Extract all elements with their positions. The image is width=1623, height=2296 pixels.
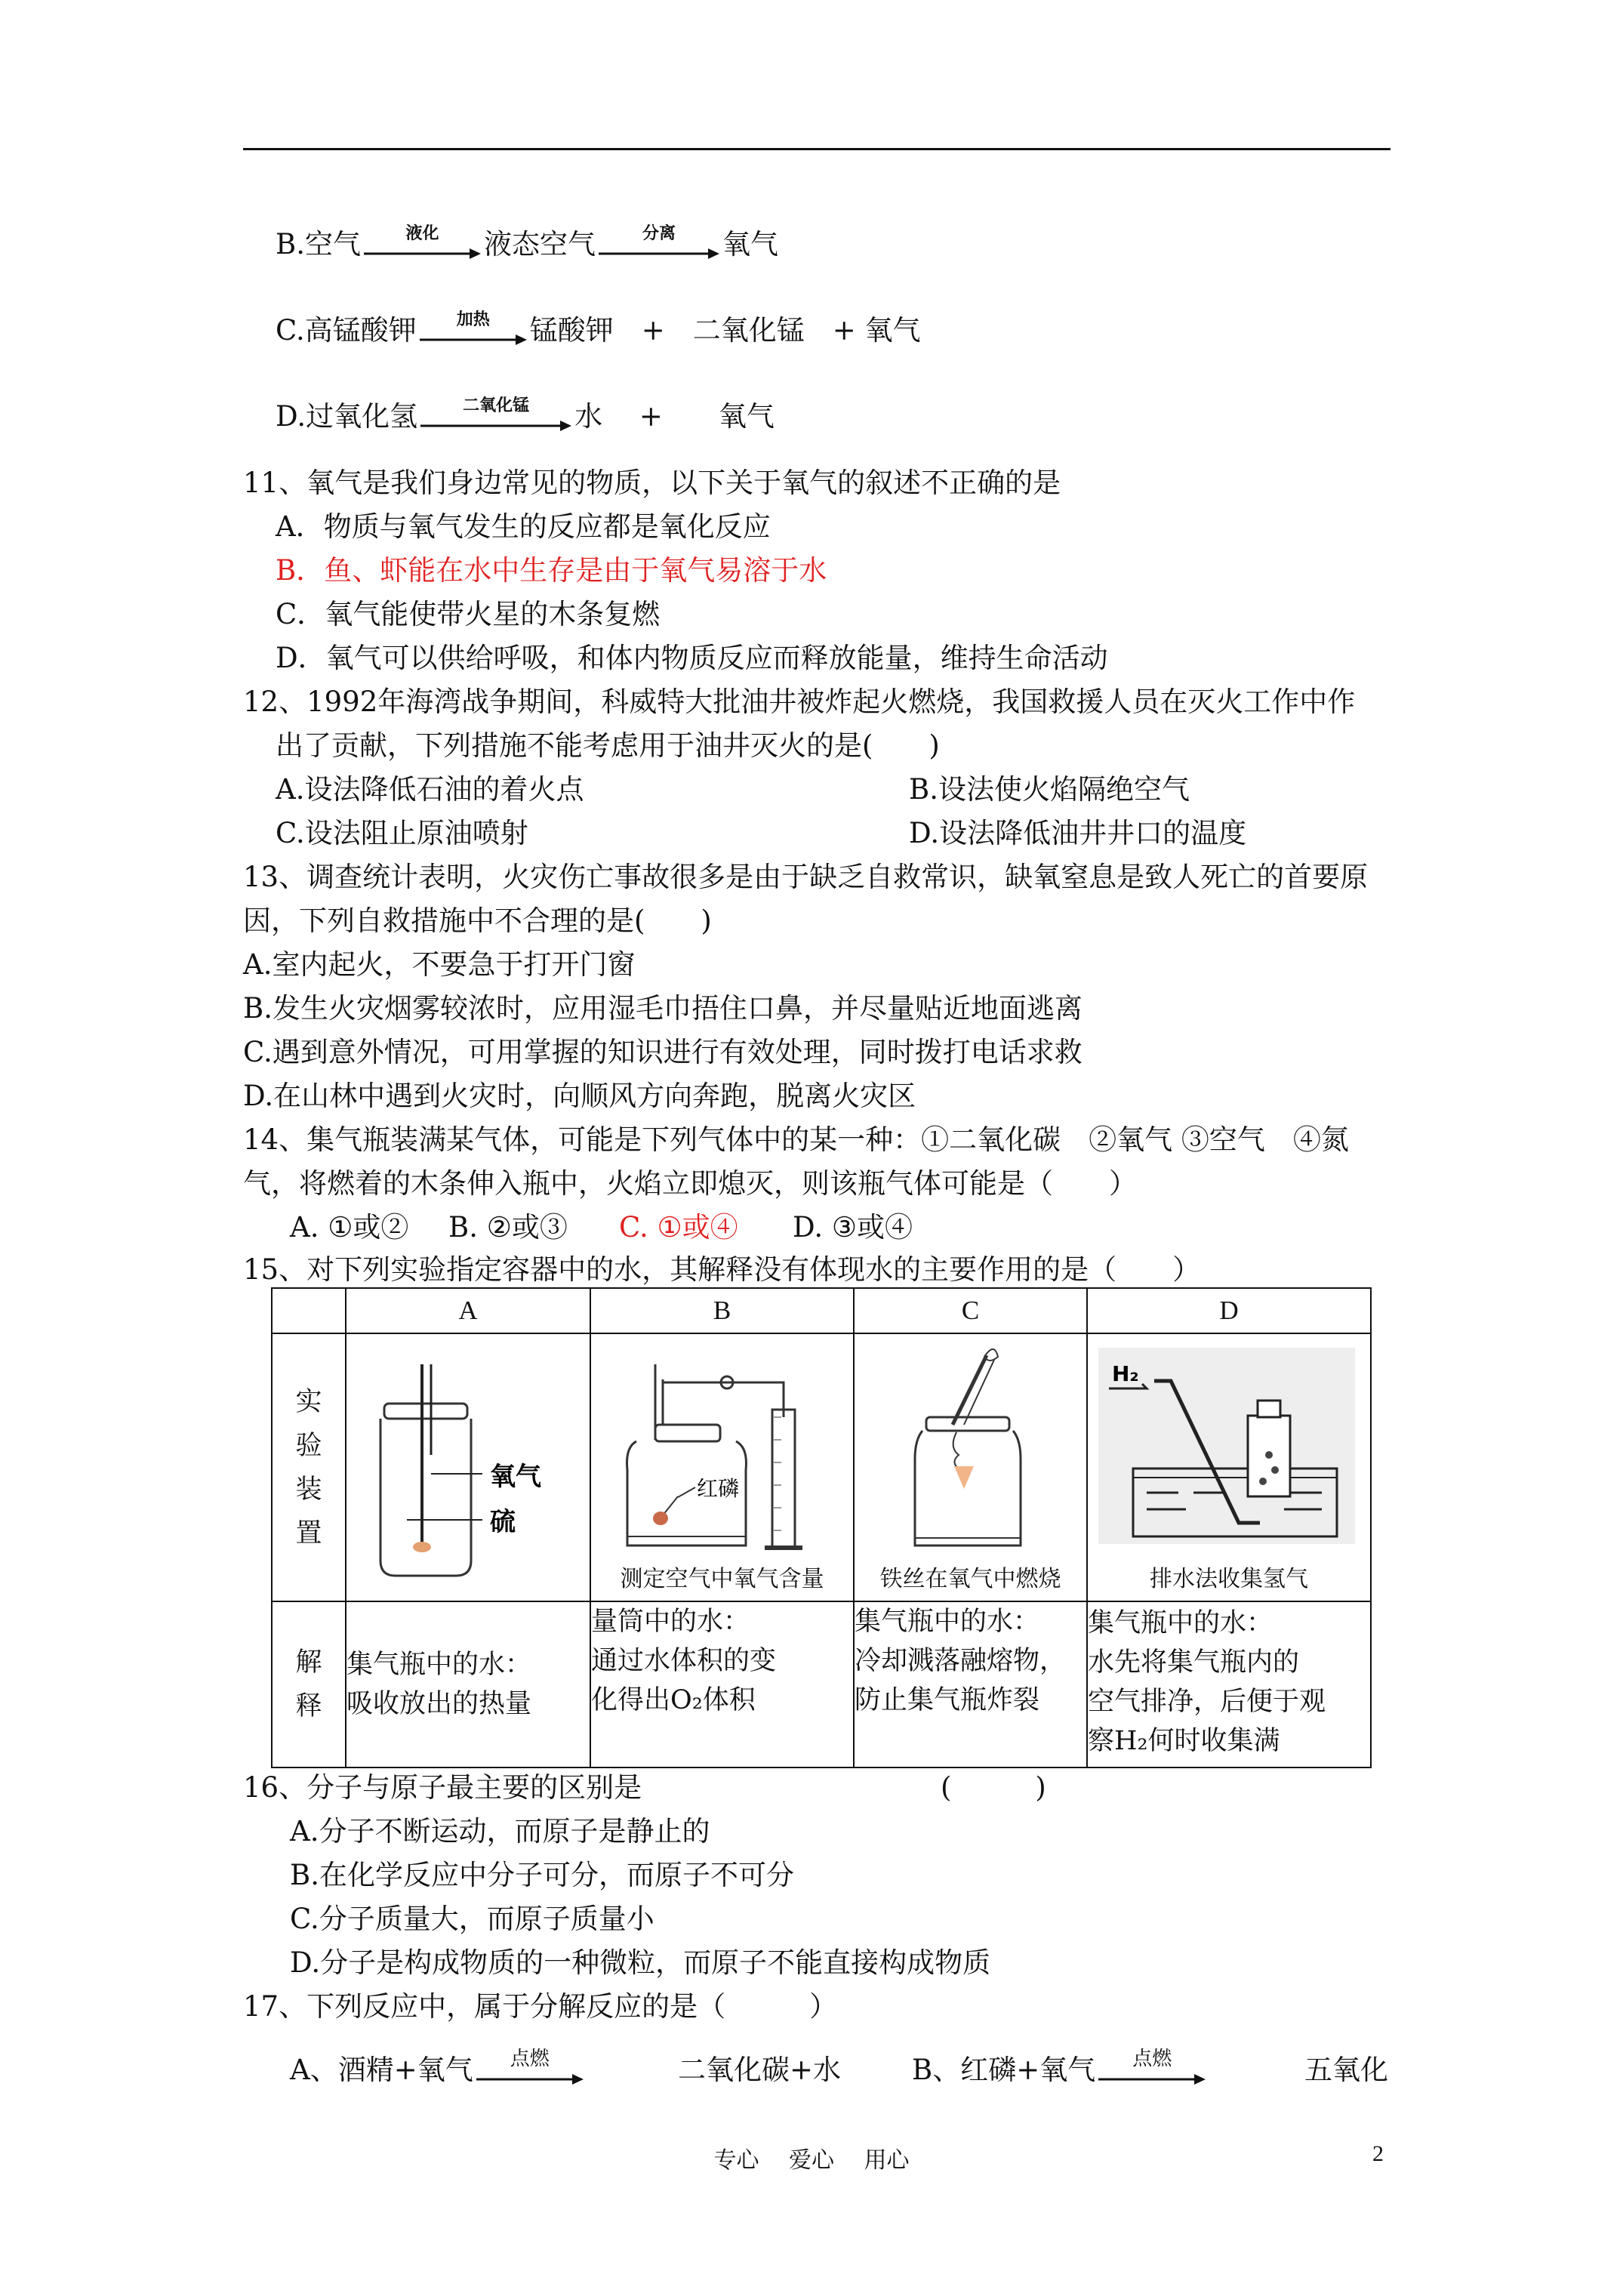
q12-option-a: A.设法降低石油的着火点: [276, 773, 584, 806]
arrow-condition: 二氧化锰: [463, 395, 530, 415]
q17-option-b: [912, 2047, 1209, 2089]
q14-option-c: C. ①或④: [619, 1211, 738, 1244]
row-label-apparatus: [272, 1333, 346, 1601]
q16-option-a: A.分子不断运动，而原子是静止的: [290, 1815, 710, 1848]
q17-b-reactants: B、红磷+氧气: [912, 2054, 1096, 2086]
header-rule: [243, 148, 1390, 150]
explanation-line: 集气瓶中的水：: [1088, 1608, 1273, 1638]
q13-option-a: A.室内起火，不要急于打开门窗: [243, 948, 636, 981]
hydrogen-water-collection-figure: [1088, 1334, 1370, 1553]
apparatus-c: [854, 1333, 1087, 1601]
q17-a-reactants: A、酒精+氧气: [290, 2054, 473, 2086]
q17-b-products: 五氧化: [1304, 2054, 1388, 2086]
explanation-line: 冷却溅落融熔物，: [855, 1646, 1067, 1676]
q15-table: [271, 1287, 1372, 1768]
explanation-line: 吸收放出的热量: [346, 1689, 532, 1719]
q12-option-c: C.设法阻止原油喷射: [276, 817, 528, 849]
explanation-a: [346, 1601, 590, 1767]
q14-option-a: A. ①或②: [290, 1211, 409, 1244]
q12-option-b: B.设法使火焰隔绝空气: [909, 773, 1190, 806]
row-label-explanation: [272, 1601, 346, 1767]
q13-stem-line1: 13、调查统计表明，火灾伤亡事故很多是由于缺乏自救常识，缺氧窒息是致人死亡的首要原: [243, 861, 1369, 893]
q11-option-b: B．鱼、虾能在水中生存是由于氧气易溶于水: [276, 554, 827, 587]
label-oxygen: 氧气: [490, 1462, 541, 1492]
explanation-b: [590, 1601, 854, 1767]
arrow: [420, 309, 527, 350]
q16-answer-paren: ( ): [941, 1771, 1046, 1804]
reaction-d-rest: 水 + 氧气: [574, 400, 775, 433]
reaction-c-rest: 锰酸钾 + 二氧化锰 + 氧气: [529, 314, 921, 347]
caption-b: 测定空气中氧气含量: [620, 1566, 824, 1592]
explanation-line: 集气瓶中的水：: [855, 1607, 1040, 1637]
q16-stem: 16、分子与原子最主要的区别是: [243, 1771, 642, 1804]
q12-stem-line2: 出了贡献，下列措施不能考虑用于油井灭火的是( ): [276, 729, 940, 762]
explanation-c: [854, 1601, 1087, 1767]
q14-option-b: B. ②或③: [448, 1211, 568, 1244]
q11-option-c: C．氧气能使带火星的木条复燃: [276, 598, 661, 630]
reaction-d: [276, 395, 775, 436]
col-header-b: B: [590, 1288, 854, 1333]
row-label-char: 置: [295, 1518, 322, 1549]
arrow-condition: 加热: [456, 309, 490, 329]
q13-stem-line2: 因，下列自救措施中不合理的是( ): [243, 905, 712, 937]
explanation-line: 集气瓶中的水：: [346, 1650, 532, 1680]
explanation-line: 通过水体积的变: [591, 1646, 777, 1676]
reaction-d-label: D.过氧化氢: [276, 400, 418, 433]
q17-option-a: [290, 2047, 587, 2089]
q17-stem: 17、下列反应中，属于分解反应的是（ ）: [243, 1990, 838, 2023]
q11-stem: 11、氧气是我们身边常见的物质，以下关于氧气的叙述不正确的是: [243, 467, 1061, 499]
explanation-line: 水先将集气瓶内的: [1088, 1647, 1300, 1678]
row-label-char: 解: [295, 1647, 322, 1678]
q11-option-d: D．氧气可以供给呼吸，和体内物质反应而释放能量，维持生命活动: [276, 642, 1108, 674]
q17-a-products: 二氧化碳+水: [678, 2054, 842, 2086]
row-label-char: 验: [295, 1430, 322, 1461]
apparatus-a: [346, 1333, 590, 1601]
col-header-a: A: [346, 1288, 590, 1333]
explanation-line: 空气排净，后便于观: [1088, 1687, 1326, 1717]
q13-option-c: C.遇到意外情况，可用掌握的知识进行有效处理，同时拨打电话求救: [243, 1036, 1083, 1068]
arrow: [364, 223, 481, 264]
label-red-phosphorus: 红磷: [697, 1476, 740, 1501]
arrow: [599, 223, 719, 264]
q16-option-d: D.分子是构成物质的一种微粒，而原子不能直接构成物质: [290, 1946, 991, 1979]
reaction-b-label: B.空气: [276, 228, 361, 260]
arrow-condition: 分离: [642, 223, 676, 243]
arrow-condition: 点燃: [1132, 2047, 1172, 2070]
explanation-line: 量筒中的水：: [591, 1607, 750, 1637]
iron-wire-combustion-figure: [855, 1334, 1086, 1553]
explanation-line: 防止集气瓶炸裂: [855, 1685, 1040, 1715]
row-label-char: 释: [295, 1691, 322, 1721]
table-corner: [272, 1288, 346, 1333]
q14-stem-line1: 14、集气瓶装满某气体，可能是下列气体中的某一种：①二氧化碳 ②氧气 ③空气 ④氮: [243, 1123, 1349, 1156]
q15-stem: 15、对下列实验指定容器中的水，其解释没有体现水的主要作用的是（ ）: [243, 1253, 1201, 1286]
arrow-condition: 点燃: [510, 2047, 550, 2070]
col-header-d: D: [1087, 1288, 1371, 1333]
q13-option-d: D.在山林中遇到火灾时，向顺风方向奔跑，脱离火灾区: [243, 1080, 916, 1112]
arrow: [476, 2047, 584, 2089]
q12-stem-line1: 12、1992年海湾战争期间，科威特大批油井被炸起火燃烧，我国救援人员在灭火工作中作: [243, 686, 1356, 718]
apparatus-b: [590, 1333, 854, 1601]
page-number: 2: [1372, 2141, 1384, 2166]
reaction-c: [276, 309, 921, 350]
footer-motto: 专心 爱心 用心: [713, 2147, 910, 2174]
reaction-b-end: 氧气: [722, 228, 778, 260]
q13-option-b: B.发生火灾烟雾较浓时，应用湿毛巾捂住口鼻，并尽量贴近地面逃离: [243, 992, 1083, 1025]
apparatus-d: [1087, 1333, 1371, 1601]
caption-d: 排水法收集氢气: [1150, 1566, 1308, 1592]
label-h2: H₂: [1112, 1361, 1139, 1386]
explanation-line: 化得出O₂体积: [591, 1685, 756, 1715]
row-label-char: 装: [295, 1474, 322, 1505]
q12-option-d: D.设法降低油井井口的温度: [909, 817, 1247, 849]
reaction-c-label: C.高锰酸钾: [276, 314, 417, 347]
explanation-line: 察H₂何时收集满: [1088, 1726, 1280, 1756]
arrow: [1098, 2047, 1206, 2089]
col-header-c: C: [854, 1288, 1087, 1333]
sulfur-combustion-figure: [346, 1334, 590, 1594]
caption-c: 铁丝在氧气中燃烧: [879, 1566, 1061, 1592]
q14-option-d: D. ③或④: [793, 1211, 913, 1244]
arrow: [420, 395, 571, 436]
label-sulfur: 硫: [490, 1507, 516, 1537]
reaction-b: [276, 223, 778, 264]
q16-option-b: B.在化学反应中分子可分，而原子不可分: [290, 1859, 794, 1891]
arrow-condition: 液化: [405, 223, 439, 243]
phosphorus-oxygen-figure: [591, 1334, 853, 1553]
reaction-b-mid: 液态空气: [483, 228, 596, 260]
q11-option-a: A．物质与氧气发生的反应都是氧化反应: [276, 510, 771, 543]
explanation-d: [1087, 1601, 1371, 1767]
q14-stem-line2: 气，将燃着的木条伸入瓶中，火焰立即熄灭，则该瓶气体可能是（ ）: [243, 1167, 1137, 1200]
row-label-char: 实: [295, 1386, 322, 1417]
q16-option-c: C.分子质量大，而原子质量小: [290, 1903, 654, 1935]
